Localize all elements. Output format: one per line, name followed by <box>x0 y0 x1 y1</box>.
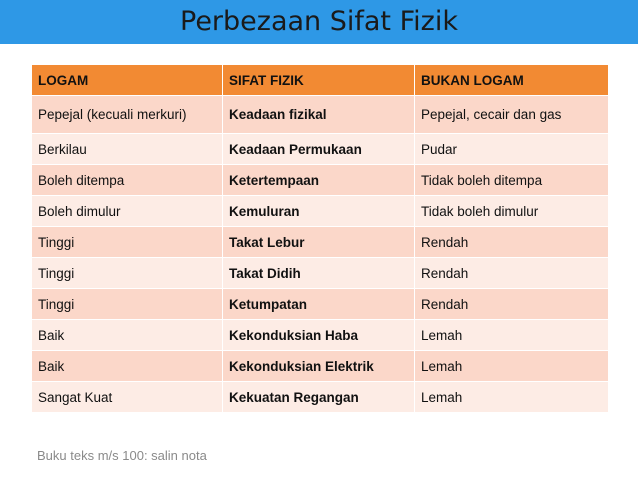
cell-bukan-logam: Rendah <box>415 289 609 320</box>
table-row <box>32 351 609 382</box>
cell-sifat: Kekonduksian Elektrik <box>223 351 415 382</box>
page-title: Perbezaan Sifat Fizik <box>180 6 458 37</box>
table-row <box>32 134 609 165</box>
cell-bukan-logam: Tidak boleh ditempa <box>415 165 609 196</box>
header-sifat-fizik: SIFAT FIZIK <box>223 65 415 96</box>
table-row <box>32 258 609 289</box>
cell-bukan-logam: Lemah <box>415 382 609 413</box>
cell-sifat: Keadaan fizikal <box>223 96 415 134</box>
cell-sifat: Takat Didih <box>223 258 415 289</box>
cell-sifat: Keadaan Permukaan <box>223 134 415 165</box>
cell-logam: Pepejal (kecuali merkuri) <box>32 96 223 134</box>
table-row <box>32 196 609 227</box>
footnote: Buku teks m/s 100: salin nota <box>37 448 207 463</box>
cell-logam: Baik <box>32 320 223 351</box>
table-row <box>32 227 609 258</box>
table-row <box>32 96 609 134</box>
cell-logam: Boleh ditempa <box>32 165 223 196</box>
cell-sifat: Kekonduksian Haba <box>223 320 415 351</box>
cell-sifat: Takat Lebur <box>223 227 415 258</box>
cell-bukan-logam: Tidak boleh dimulur <box>415 196 609 227</box>
cell-bukan-logam: Pudar <box>415 134 609 165</box>
cell-bukan-logam: Rendah <box>415 258 609 289</box>
cell-sifat: Ketumpatan <box>223 289 415 320</box>
cell-bukan-logam: Rendah <box>415 227 609 258</box>
cell-logam: Tinggi <box>32 227 223 258</box>
cell-logam: Tinggi <box>32 289 223 320</box>
header-bukan-logam: BUKAN LOGAM <box>415 65 609 96</box>
cell-logam: Berkilau <box>32 134 223 165</box>
cell-sifat: Kekuatan Regangan <box>223 382 415 413</box>
cell-bukan-logam: Lemah <box>415 351 609 382</box>
cell-logam: Tinggi <box>32 258 223 289</box>
comparison-table <box>31 64 609 413</box>
cell-logam: Boleh dimulur <box>32 196 223 227</box>
cell-sifat: Ketertempaan <box>223 165 415 196</box>
cell-logam: Baik <box>32 351 223 382</box>
cell-bukan-logam: Pepejal, cecair dan gas <box>415 96 609 134</box>
cell-bukan-logam: Lemah <box>415 320 609 351</box>
table-row <box>32 382 609 413</box>
cell-logam: Sangat Kuat <box>32 382 223 413</box>
table-header-row <box>32 65 609 96</box>
table-row <box>32 289 609 320</box>
table-row <box>32 165 609 196</box>
cell-sifat: Kemuluran <box>223 196 415 227</box>
header-logam: LOGAM <box>32 65 223 96</box>
table-row <box>32 320 609 351</box>
